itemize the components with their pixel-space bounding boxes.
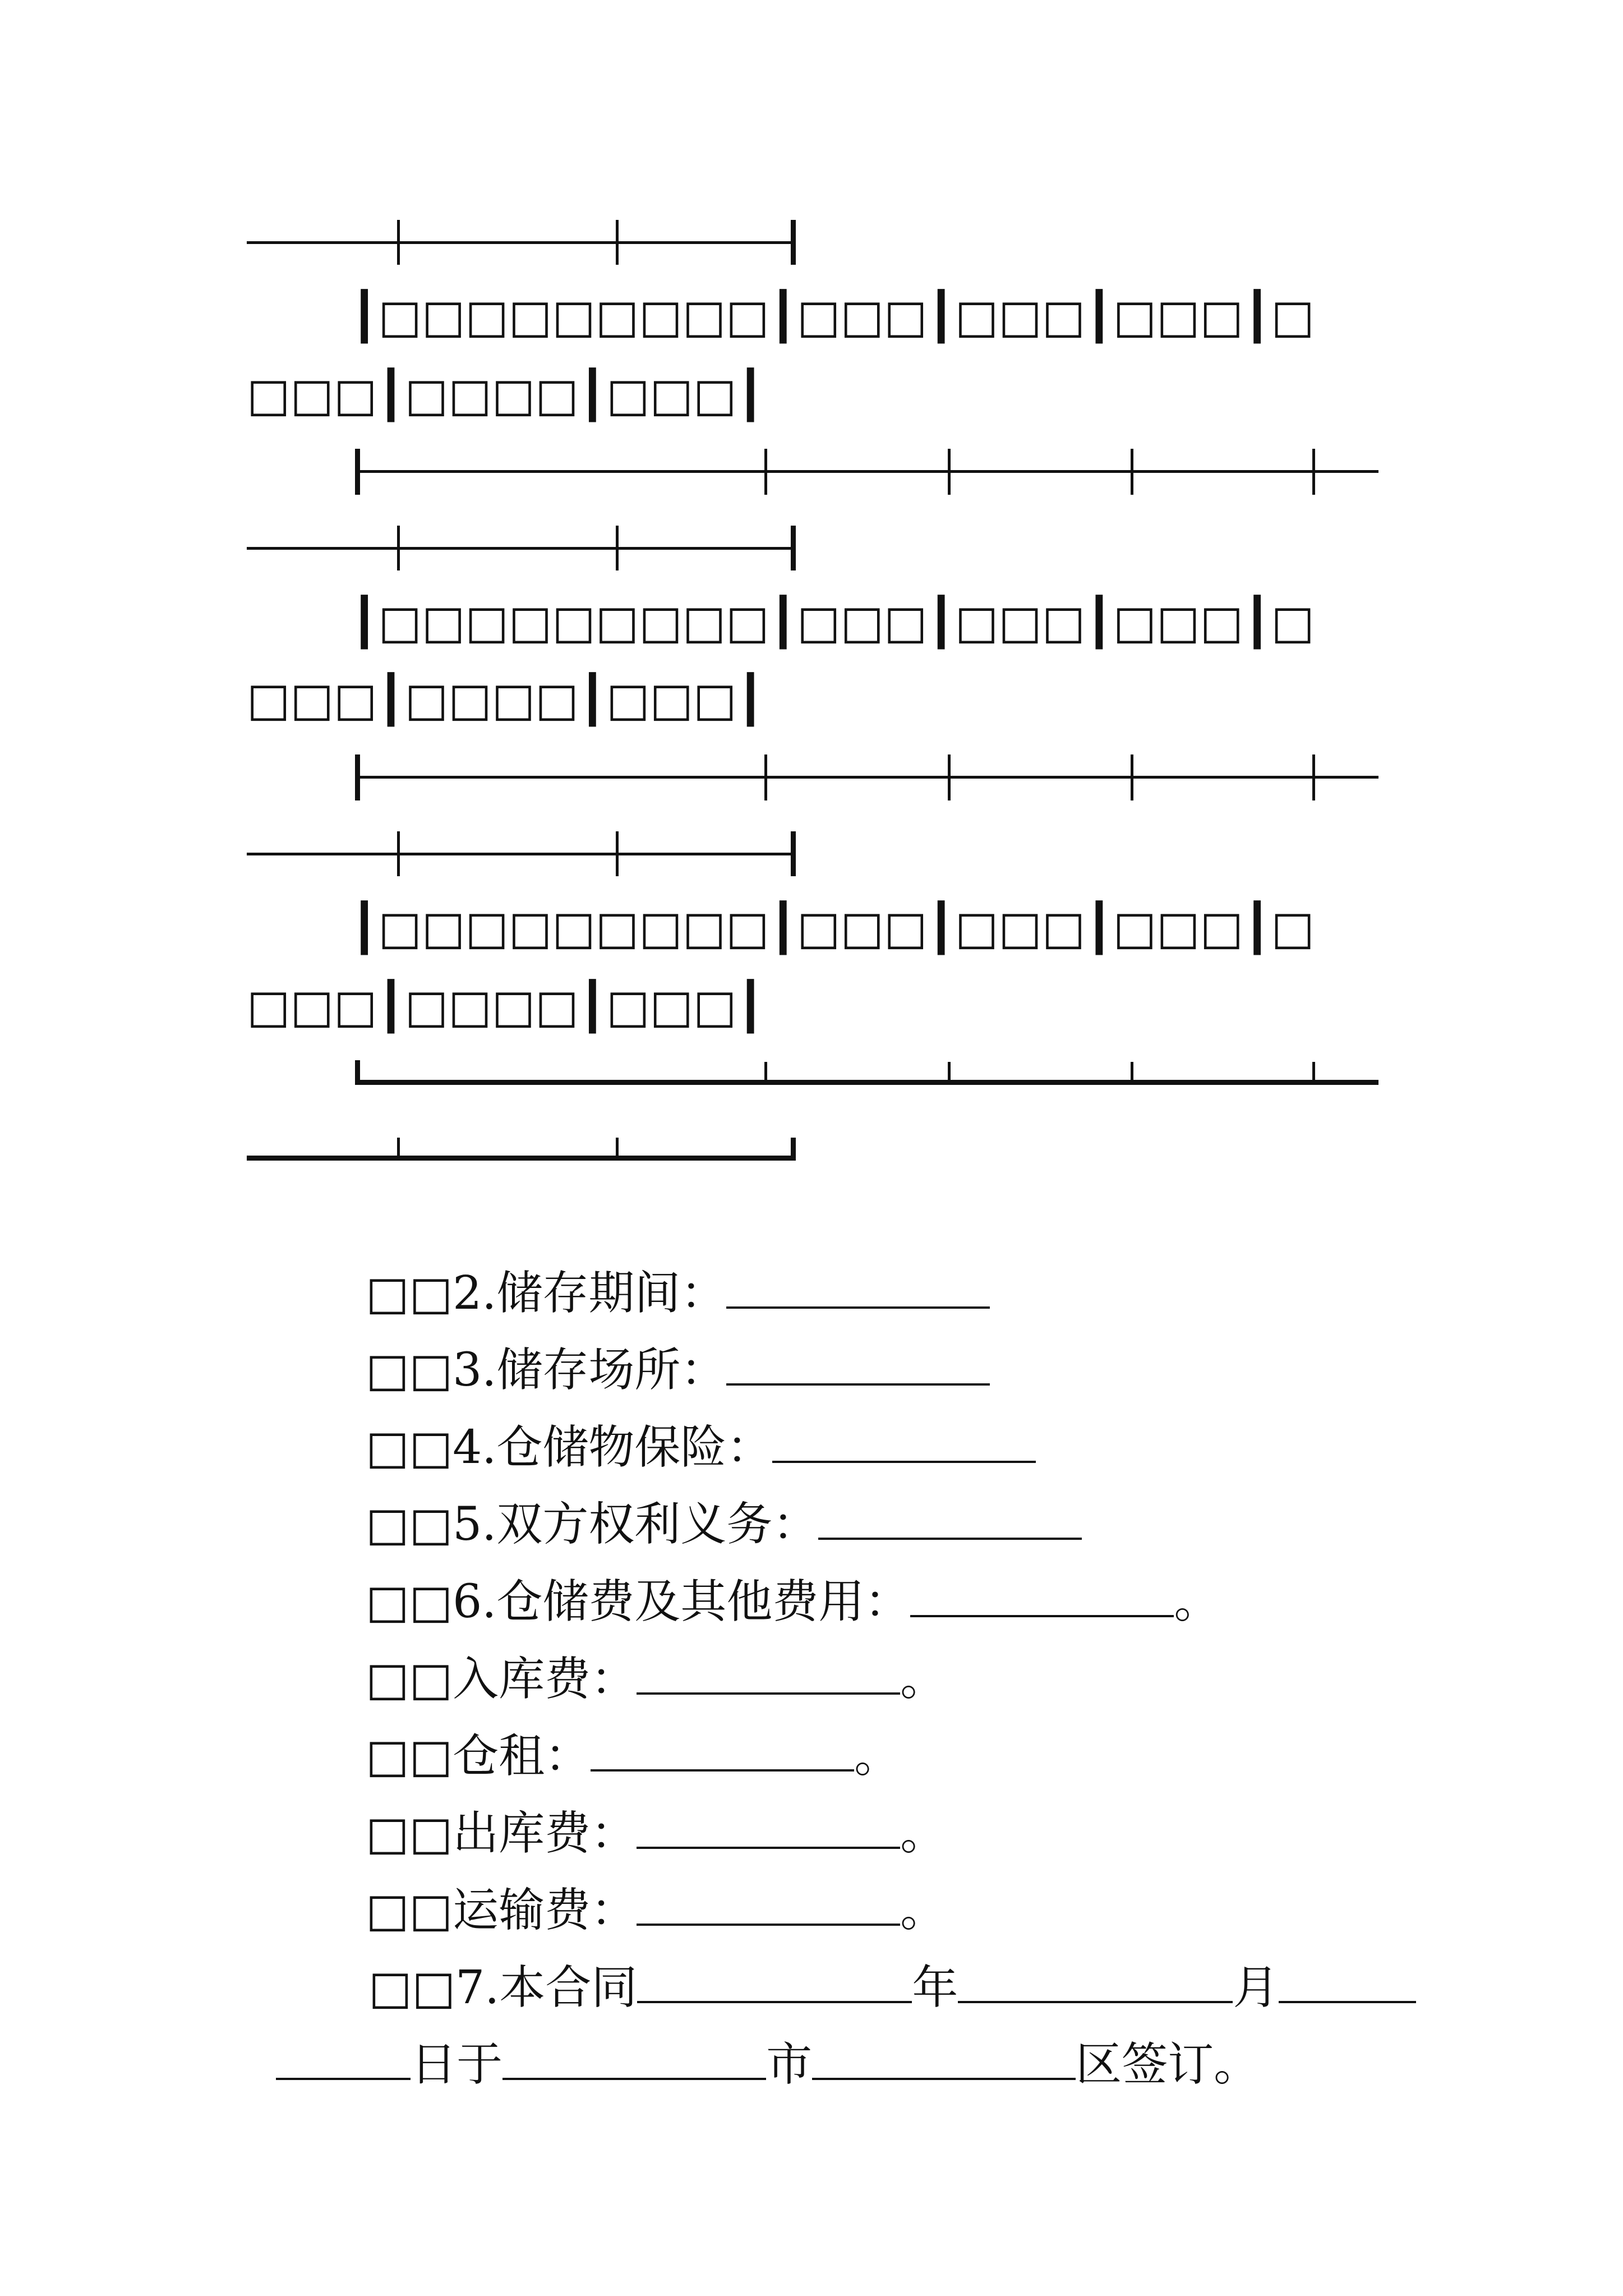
month-label: 月 [1233, 1961, 1279, 2014]
clause-prefix: □□ [366, 1884, 453, 1937]
clause-signing-line-2 [247, 1980, 1260, 2091]
clause-prefix: □□ [366, 1421, 453, 1474]
clause-warehouse-rent: □□仓租： 。 [336, 1672, 900, 1728]
clause-storage-period [336, 1209, 990, 1320]
clause-insurance [336, 1363, 1036, 1474]
year-label: 年 [912, 1961, 958, 2014]
clause-outbound-fee: □□出库费： 。 [336, 1749, 946, 1805]
clause-transport-fee: □□运输费： 。 [336, 1826, 946, 1882]
day-blank-end[interactable] [276, 2036, 411, 2080]
clause-prefix: □□ [366, 1498, 453, 1551]
clause-text: 5.双方权利义务： [453, 1498, 819, 1551]
clause-text: 3.储存场所： [453, 1343, 727, 1397]
clause-prefix: □□ [366, 1729, 453, 1783]
table-row-1-line-2: □□□┃□□□□┃□□□┃ [247, 369, 764, 422]
clause-signing-line-1 [339, 1903, 1416, 2014]
table-row-3-line-2: □□□┃□□□□┃□□□┃ [247, 980, 764, 1033]
clause-text: 出库费： [453, 1807, 637, 1860]
city-label: 市 [766, 2038, 813, 2091]
clause-prefix: □□ [366, 1575, 453, 1628]
clause-prefix: □□ [366, 1267, 453, 1320]
clause-prefix: □□ [368, 1961, 456, 2014]
clause-fees: □□6.仓储费及其他费用： 。 [336, 1517, 1220, 1573]
city-blank[interactable] [502, 2036, 766, 2080]
table-row-2-line-2: □□□┃□□□□┃□□□┃ [247, 673, 764, 726]
day-label: 日于 [411, 2038, 503, 2091]
clause-text: 仓租： [453, 1729, 591, 1783]
fill-in-blank[interactable] [910, 1573, 1174, 1617]
clause-text: 4.仓储物保险： [453, 1421, 773, 1474]
day-blank-start[interactable] [1279, 1959, 1416, 2003]
table-row-1-line-1: ┃□□□□□□□□□┃□□□┃□□□┃□□□┃□ [351, 290, 1315, 343]
clause-inbound-fee: □□入库费： 。 [336, 1595, 946, 1651]
table-row-3-line-1: ┃□□□□□□□□□┃□□□┃□□□┃□□□┃□ [351, 901, 1315, 955]
clause-text: 2.储存期间： [453, 1267, 727, 1320]
district-label: 区签订。 [1076, 2038, 1260, 2091]
clause-prefix: □□ [366, 1807, 453, 1860]
clause-text: 6.仓储费及其他费用： [453, 1575, 911, 1628]
clause-storage-location [336, 1286, 990, 1397]
clause-prefix: □□ [366, 1653, 453, 1706]
clause-text: 入库费： [453, 1653, 637, 1706]
clause-rights-obligations [336, 1440, 1082, 1551]
clause-text: 运输费： [453, 1884, 637, 1937]
clause-prefix: □□ [366, 1343, 453, 1397]
clause-text: 7.本合同 [455, 1961, 638, 2014]
table-row-2-line-1: ┃□□□□□□□□□┃□□□┃□□□┃□□□┃□ [351, 596, 1315, 649]
district-blank[interactable] [812, 2036, 1076, 2080]
